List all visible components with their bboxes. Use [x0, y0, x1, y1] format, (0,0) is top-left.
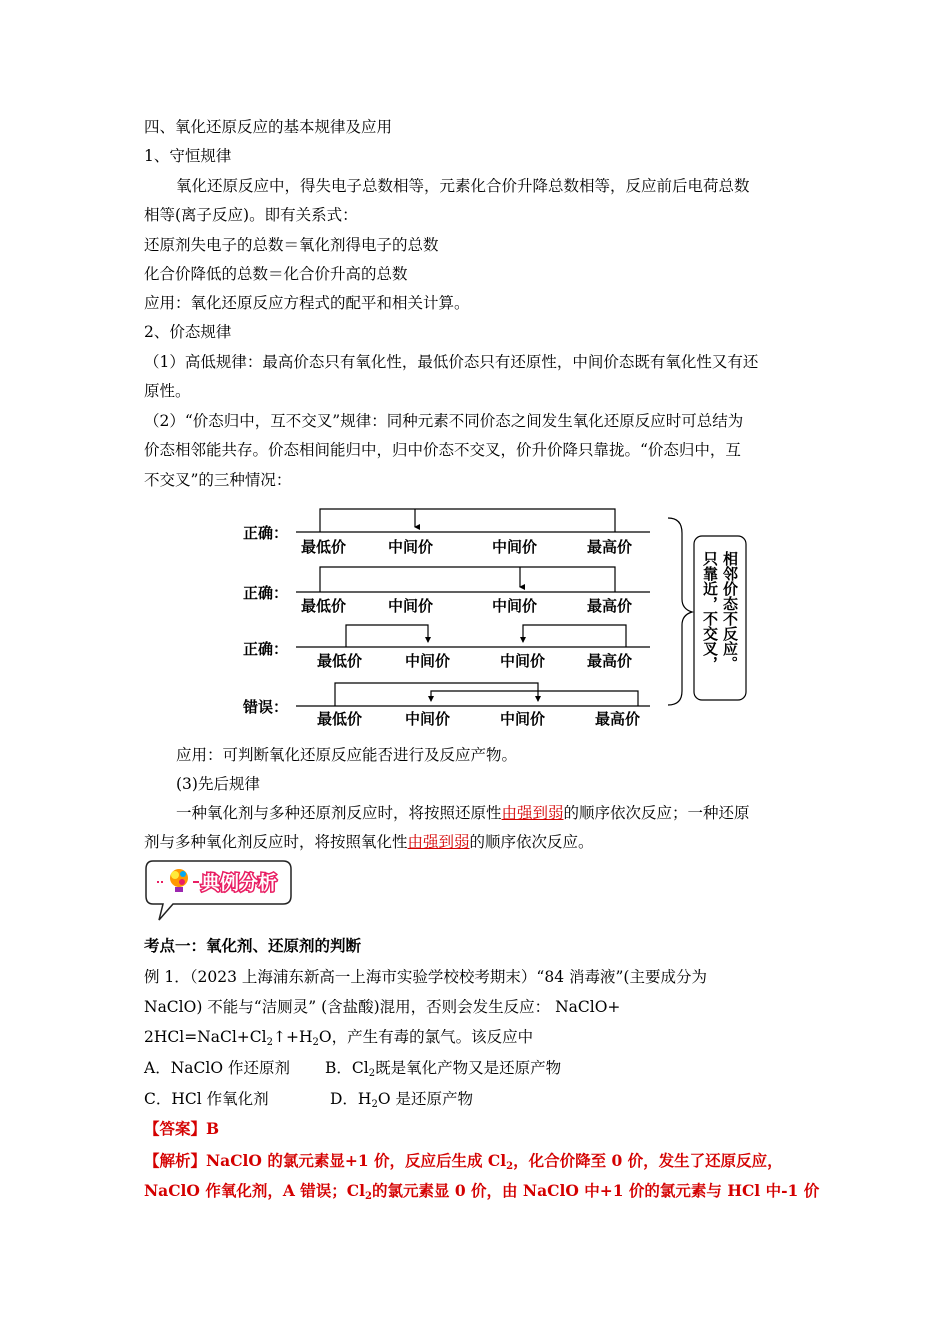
example-analysis-logo [143, 858, 295, 926]
row2-middle-a: 中间价 [388, 597, 434, 615]
rule1-application: 应用：氧化还原反应方程式的配平和相关计算。 [144, 294, 470, 312]
row4-middle-b: 中间价 [500, 710, 546, 728]
note-column-1: 相邻价态不反应。 [721, 551, 739, 671]
rule1-equation1: 还原剂失电子的总数＝氧化剂得电子的总数 [144, 236, 439, 254]
analysis-line2: NaClO 作氧化剂，A 错误；$Cl_2$的氯元素显 0 价，由 NaClO 中+1 价的氯元素与 HCl 中-1 价 [144, 1181, 820, 1202]
rule2-title: 2、价态规律 [144, 323, 232, 341]
rule1-paragraph-line2: 相等(离子反应)。即有关系式： [144, 206, 358, 224]
row3-highest: 最高价 [587, 652, 633, 670]
row3-middle-a: 中间价 [405, 652, 451, 670]
row1-lowest: 最低价 [301, 538, 347, 556]
rule2-p1-line2: 原性。 [144, 382, 191, 400]
row4-highest: 最高价 [595, 710, 641, 728]
answer-line: 【答案】B [144, 1119, 220, 1138]
row3-middle-b: 中间价 [500, 652, 546, 670]
rule2-p1-line1: （1）高低规律：最高价态只有氧化性，最低价态只有还原性，中间价态既有氧化性又有还 [144, 353, 759, 371]
option-d: D．$H_2O$ 是还原产物 [330, 1090, 473, 1110]
rule1-paragraph-line1: 氧化还原反应中，得失电子总数相等，元素化合价升降总数相等，反应前后电荷总数 [176, 177, 750, 195]
rule2-p2-line1: （2）“价态归中，互不交叉”规律：同种元素不同价态之间发生氧化还原反应时可总结为 [144, 412, 744, 430]
row1-label: 正确： [243, 524, 289, 542]
row3-lowest: 最低价 [317, 652, 363, 670]
rule1-equation2: 化合价降低的总数＝化合价升高的总数 [144, 265, 408, 283]
rule3-underline-2: 由强到弱 [407, 833, 470, 851]
rule3-line2: 剂与多种氧化剂反应时，将按照氧化性由强到弱的顺序依次反应。 [144, 833, 594, 851]
option-a: A．NaClO 作还原剂 [144, 1059, 290, 1077]
valence-diagram [238, 505, 758, 737]
row3-label: 正确： [243, 640, 289, 658]
rule3-line1: 一种氧化剂与多种还原剂反应时，将按照还原性由强到弱的顺序依次反应；一种还原 [176, 804, 750, 822]
row4-label: 错误： [243, 698, 289, 716]
row1-highest: 最高价 [587, 538, 633, 556]
option-b: B．$Cl_2$既是氧化产物又是还原产物 [325, 1059, 562, 1079]
section-title: 四、氧化还原反应的基本规律及应用 [144, 118, 393, 136]
row4-middle-a: 中间价 [405, 710, 451, 728]
rule3-title: (3)先后规律 [176, 775, 260, 793]
row2-middle-b: 中间价 [492, 597, 538, 615]
lightbulb-icon [170, 869, 188, 892]
note-column-2: 只靠近，不交叉， [701, 551, 719, 671]
analysis-line1: 【解析】NaClO 的氯元素显+1 价，反应后生成 $Cl_2$，化合价降至 0 价，发生了还原反应， [144, 1151, 783, 1172]
row2-highest: 最高价 [587, 597, 633, 615]
row4-lowest: 最低价 [317, 710, 363, 728]
option-c: C．HCl 作氧化剂 [144, 1090, 269, 1108]
rule2-p2-line3: 不交叉”的三种情况： [144, 471, 292, 489]
logo-text: 典例分析 [201, 872, 278, 894]
rule2-application: 应用：可判断氧化还原反应能否进行及反应产物。 [176, 746, 518, 764]
keypoint-title: 考点一：氧化剂、还原剂的判断 [144, 936, 362, 955]
rule2-p2-line2: 价态相邻能共存。价态相间能归中，归中价态不交叉，价升价降只靠拢。“价态归中，互 [144, 441, 741, 459]
rule3-underline-1: 由强到弱 [501, 804, 564, 822]
row1-middle-b: 中间价 [492, 538, 538, 556]
example1-line3: $2HCl=NaCl+Cl_2↑+H_2O$，产生有毒的氯气。该反应中 [144, 1028, 534, 1048]
example1-line2: NaClO) 不能与“洁厕灵” (含盐酸)混用，否则会发生反应： NaClO+ [144, 998, 621, 1016]
row2-label: 正确： [243, 584, 289, 602]
row2-lowest: 最低价 [301, 597, 347, 615]
row1-middle-a: 中间价 [388, 538, 434, 556]
example1-line1: 例 1．（2023 上海浦东新高一上海市实验学校校考期末）“84 消毒液”(主要成分为 [144, 968, 707, 986]
rule1-title: 1、守恒规律 [144, 147, 232, 165]
